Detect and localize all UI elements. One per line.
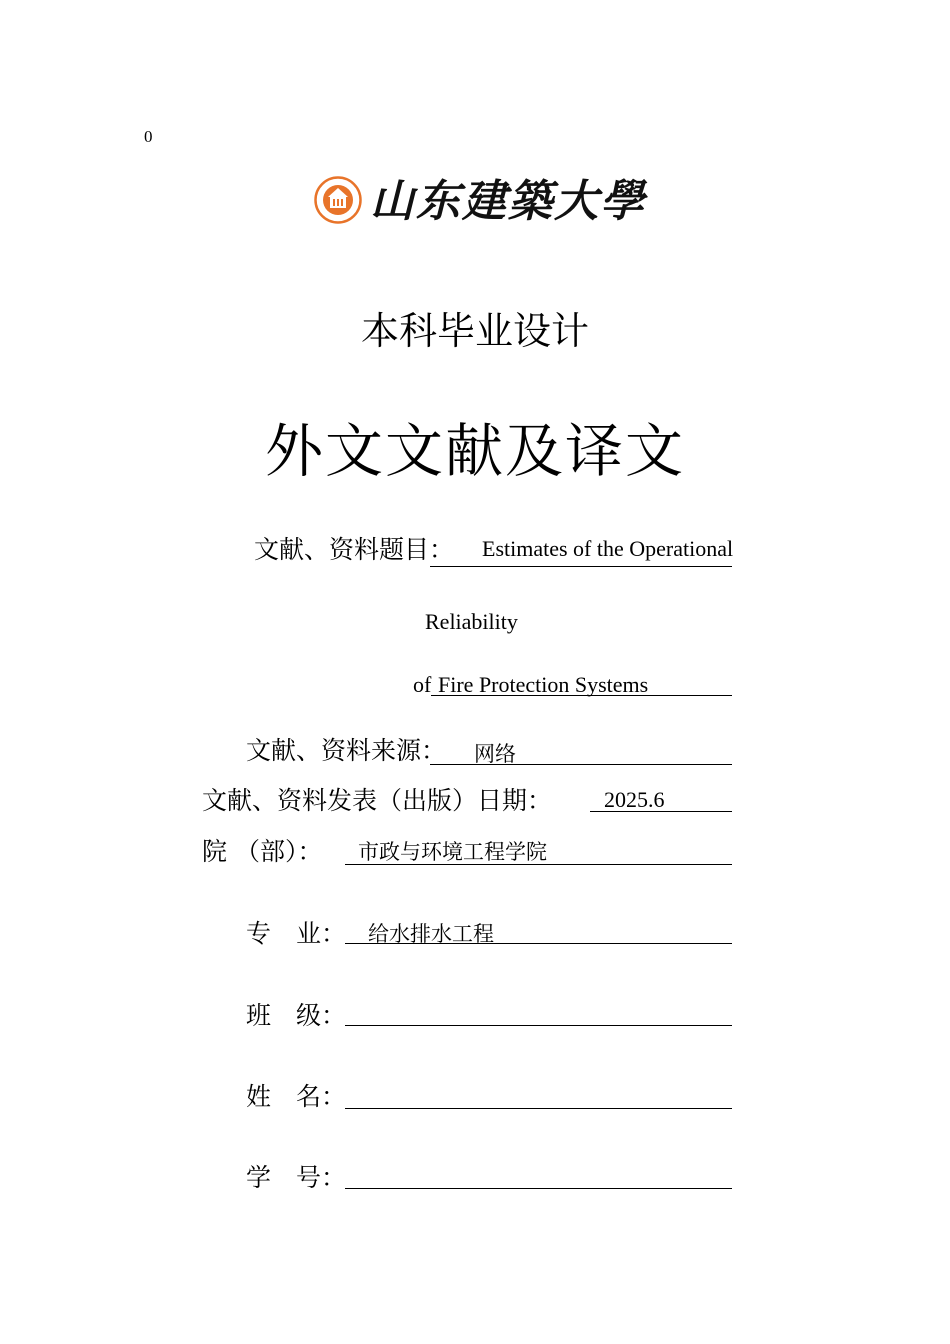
university-name: 山东建築大學 (370, 176, 646, 227)
source-title-line3-underline (431, 695, 732, 696)
student-name-underline (345, 1108, 732, 1109)
major-value: 给水排水工程 (368, 922, 494, 946)
thesis-type-title: 本科毕业设计 (360, 309, 589, 353)
source-title-line2: Reliability (425, 609, 518, 634)
college-label: 院 （部）： (202, 837, 323, 866)
source-title-line1: Estimates of the Operational (482, 536, 734, 561)
source-title-label: 文献、资料题目： (254, 535, 455, 564)
student-id-label: 学 号： (246, 1163, 347, 1192)
source-title-underline (430, 566, 732, 567)
source-label: 文献、资料来源： (246, 736, 447, 765)
page-number: 0 (144, 127, 153, 146)
source-underline (430, 764, 732, 765)
major-label: 专 业： (246, 919, 347, 948)
source-title-line3: Fire Protection Systems (438, 672, 649, 697)
college-value: 市政与环境工程学院 (358, 840, 547, 864)
publish-date-value: 2025.6 (604, 787, 665, 812)
college-underline (345, 864, 732, 865)
source-title-line3-prefix: of (413, 672, 432, 697)
university-seal-icon (314, 176, 362, 224)
major-underline (345, 943, 732, 944)
source-value: 网络 (474, 742, 516, 766)
class-underline (345, 1025, 732, 1026)
university-logo (314, 176, 644, 228)
document-type-title: 外文文献及译文 (264, 417, 685, 485)
publish-date-underline (590, 811, 732, 812)
class-label: 班 级： (246, 1001, 347, 1030)
student-name-label: 姓 名： (246, 1082, 347, 1111)
publish-date-label: 文献、资料发表（出版）日期： (202, 786, 553, 815)
student-id-underline (345, 1188, 732, 1189)
